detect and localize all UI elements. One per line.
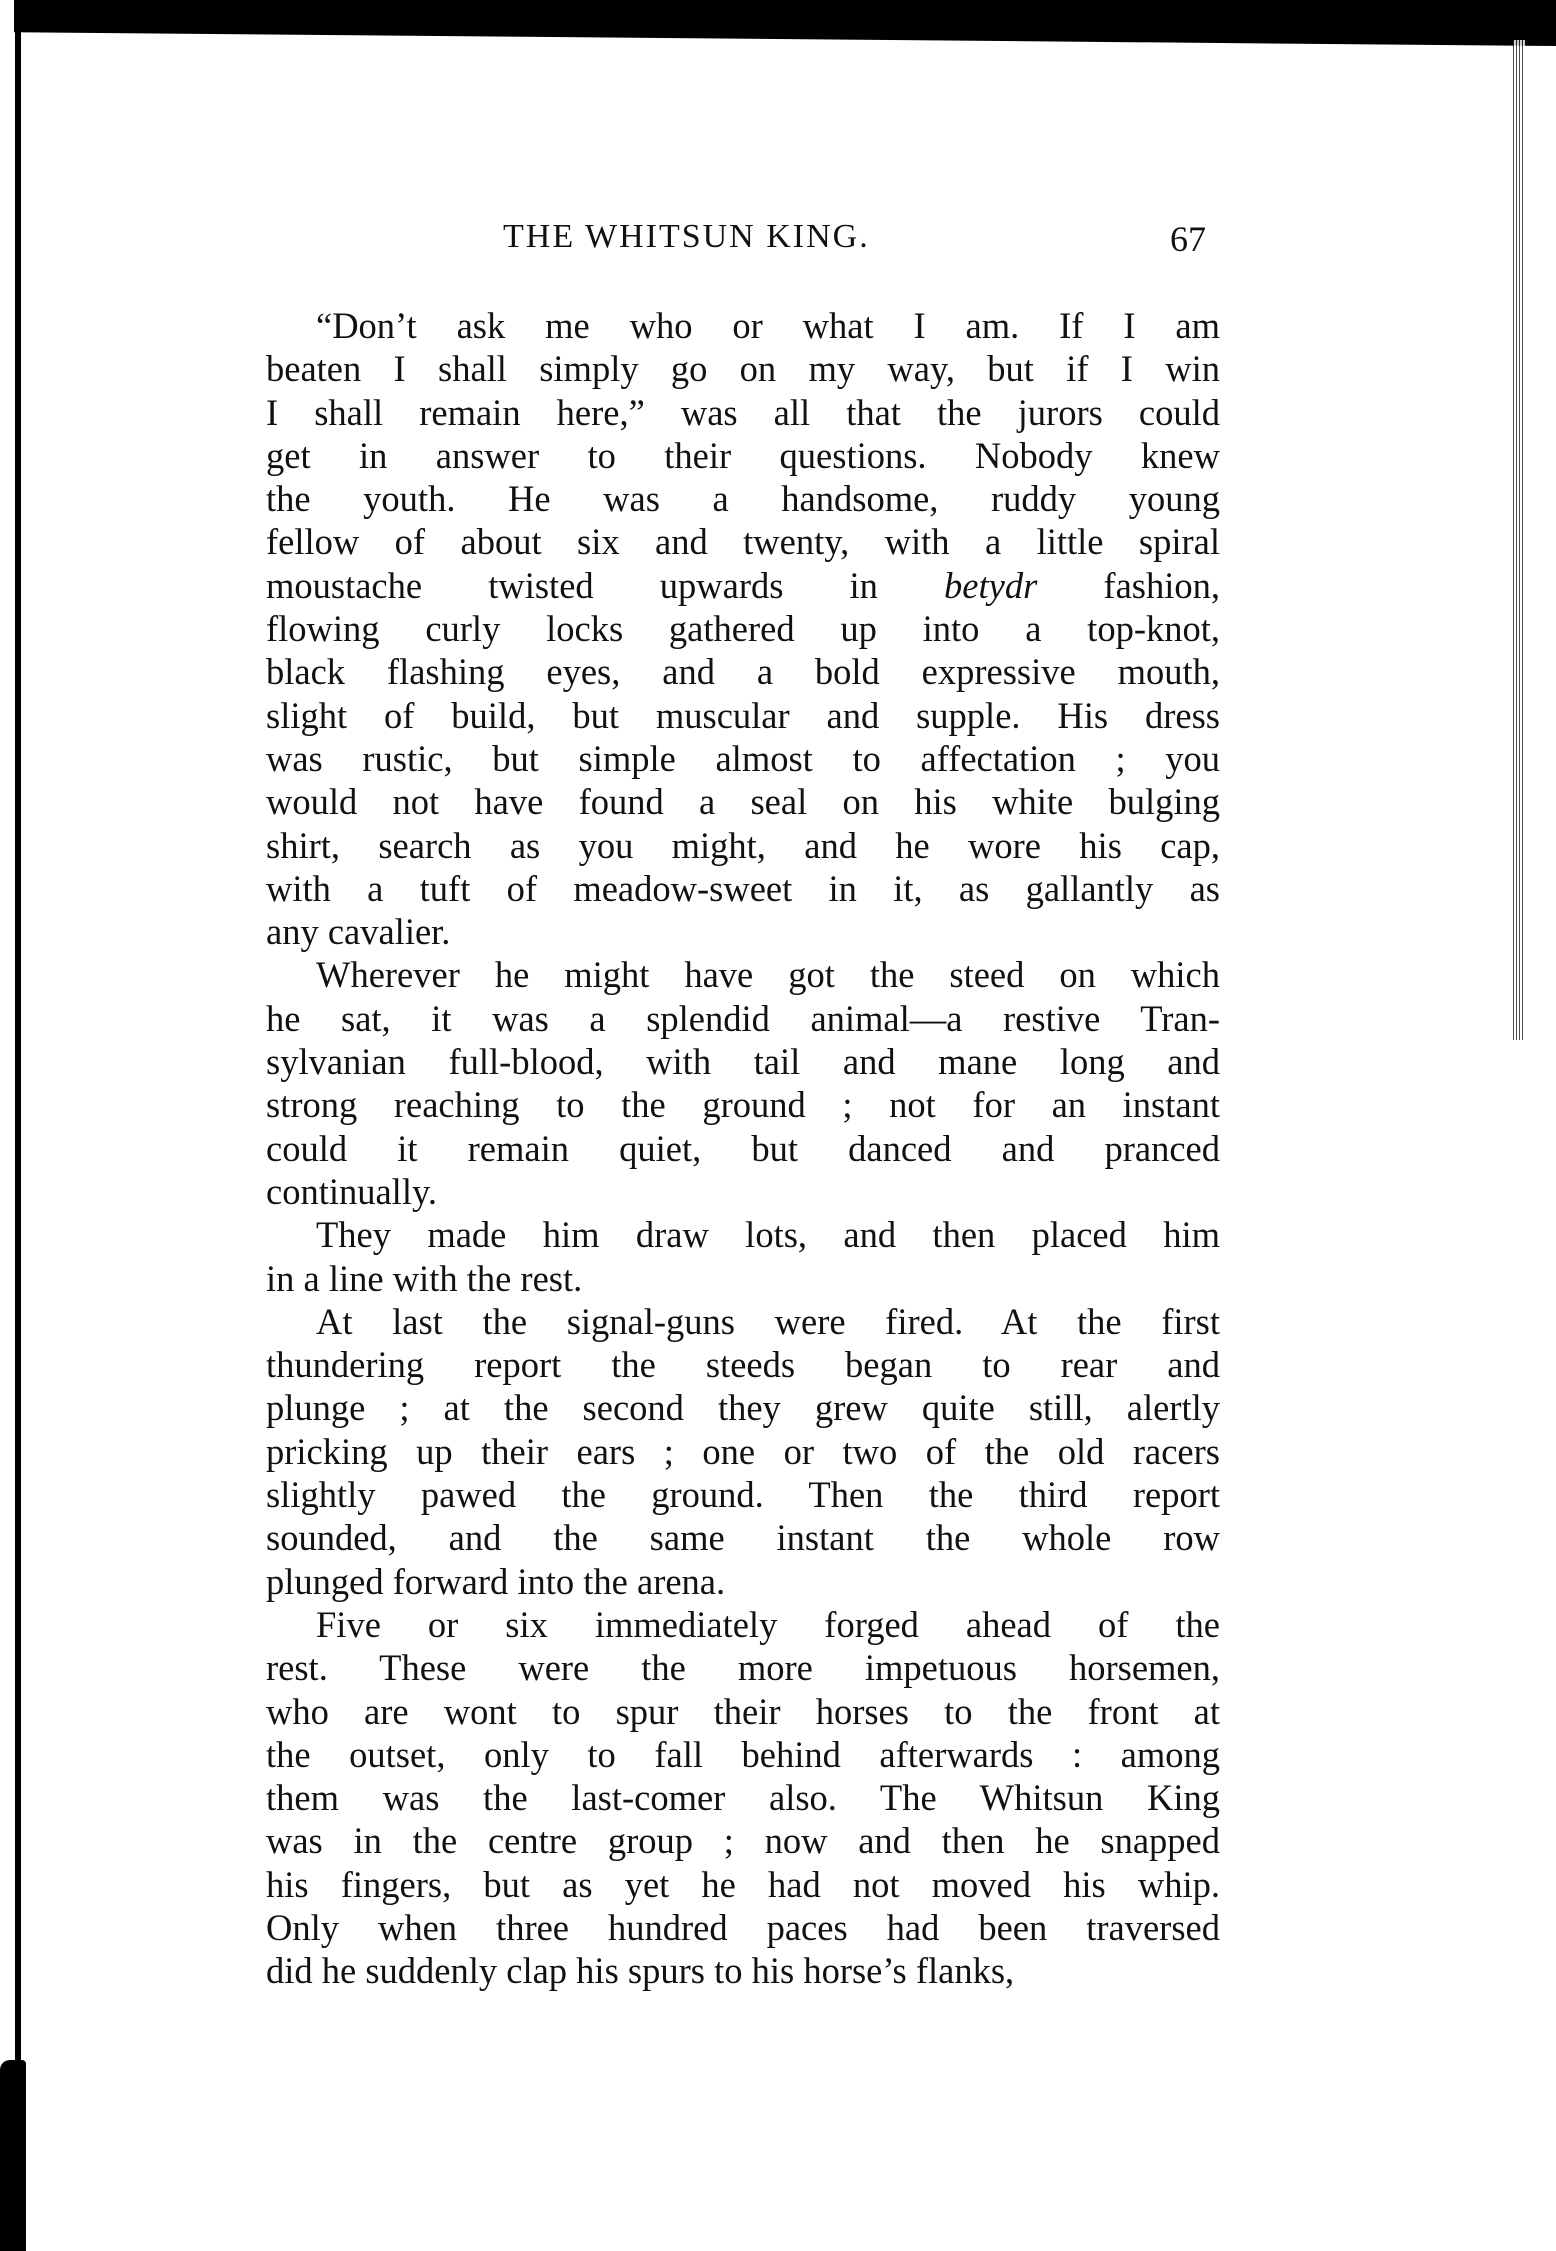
text-line: “Don’t ask me who or what I am. If I am xyxy=(316,305,1220,346)
text-line: them was the last-comer also. The Whitsun King xyxy=(266,1777,1220,1819)
scan-top-edge xyxy=(14,0,1556,46)
text-line: Wherever he might have got the steed on which xyxy=(316,954,1220,996)
paragraph xyxy=(266,953,1220,1213)
scan-bottom-left-mark xyxy=(0,2060,26,2251)
text-line: the youth. He was a handsome, ruddy young xyxy=(266,478,1220,520)
italic-word: betydr xyxy=(944,564,1038,606)
text-line: pricking up their ears ; one or two of the old racers xyxy=(266,1430,1220,1472)
text-line: fellow of about six and twenty, with a little spiral xyxy=(266,521,1220,563)
text-line: beaten I shall simply go on my way, but if I win xyxy=(266,348,1220,390)
paragraph xyxy=(266,1603,1220,1993)
text-line: strong reaching to the ground ; not for an instant xyxy=(266,1084,1220,1126)
text-line: he sat, it was a splendid animal—a restive Tran- xyxy=(266,997,1220,1039)
text-line: could it remain quiet, but danced and pranced xyxy=(266,1127,1220,1169)
text-line: in a line with the rest. xyxy=(266,1257,583,1299)
text-line: sounded, and the same instant the whole row xyxy=(266,1517,1220,1559)
text-line: plunged forward into the arena. xyxy=(266,1560,726,1602)
scan-left-edge xyxy=(15,0,21,2251)
text-line: shirt, search as you might, and he wore his cap, xyxy=(266,824,1220,866)
text-line: was in the centre group ; now and then he snapped xyxy=(266,1820,1220,1862)
text-line: would not have found a seal on his white bulging xyxy=(266,781,1220,823)
text-line: At last the signal-guns were fired. At the first xyxy=(316,1300,1220,1342)
text-line: the outset, only to fall behind afterwards : among xyxy=(266,1733,1220,1775)
text-line: did he suddenly clap his spurs to his horse’s flanks, xyxy=(266,1950,1015,1992)
paragraph xyxy=(266,1213,1220,1300)
text-line: any cavalier. xyxy=(266,911,451,953)
text-line: was rustic, but simple almost to affectation ; you xyxy=(266,737,1220,779)
text-line: continually. xyxy=(266,1170,437,1212)
text-line: Five or six immediately forged ahead of the xyxy=(316,1603,1220,1645)
body-text xyxy=(266,304,1220,1993)
text-line: plunge ; at the second they grew quite still, alertly xyxy=(266,1387,1220,1429)
text-line: slight of build, but muscular and supple. His dress xyxy=(266,694,1220,736)
text-line: flowing curly locks gathered up into a top-knot, xyxy=(266,608,1220,650)
text-line: get in answer to their questions. Nobody knew xyxy=(266,434,1220,476)
running-title: THE WHITSUN KING. xyxy=(503,218,870,255)
text-line: thundering report the steeds began to rear and xyxy=(266,1344,1220,1386)
text-line: rest. These were the more impetuous horsemen, xyxy=(266,1647,1220,1689)
page-header xyxy=(0,218,1556,268)
text-line: who are wont to spur their horses to the front at xyxy=(266,1690,1220,1732)
text-line: sylvanian full-blood, with tail and mane long and xyxy=(266,1041,1220,1083)
text-line: I shall remain here,” was all that the jurors could xyxy=(266,391,1220,433)
scan-right-edge xyxy=(1513,40,1525,1040)
text-line: They made him draw lots, and then placed him xyxy=(316,1214,1220,1256)
paragraph xyxy=(266,1300,1220,1603)
paragraph xyxy=(266,304,1220,953)
text-line: Only when three hundred paces had been traversed xyxy=(266,1906,1220,1948)
page-number: 67 xyxy=(1170,219,1206,259)
text-line: black flashing eyes, and a bold expressive mouth, xyxy=(266,651,1220,693)
text-line: slightly pawed the ground. Then the third report xyxy=(266,1474,1220,1516)
text-line: moustache twisted upwards in betydr fashion, xyxy=(266,564,1220,606)
text-line: his fingers, but as yet he had not moved his whip. xyxy=(266,1863,1220,1905)
text-line: with a tuft of meadow-sweet in it, as gallantly as xyxy=(266,867,1220,909)
